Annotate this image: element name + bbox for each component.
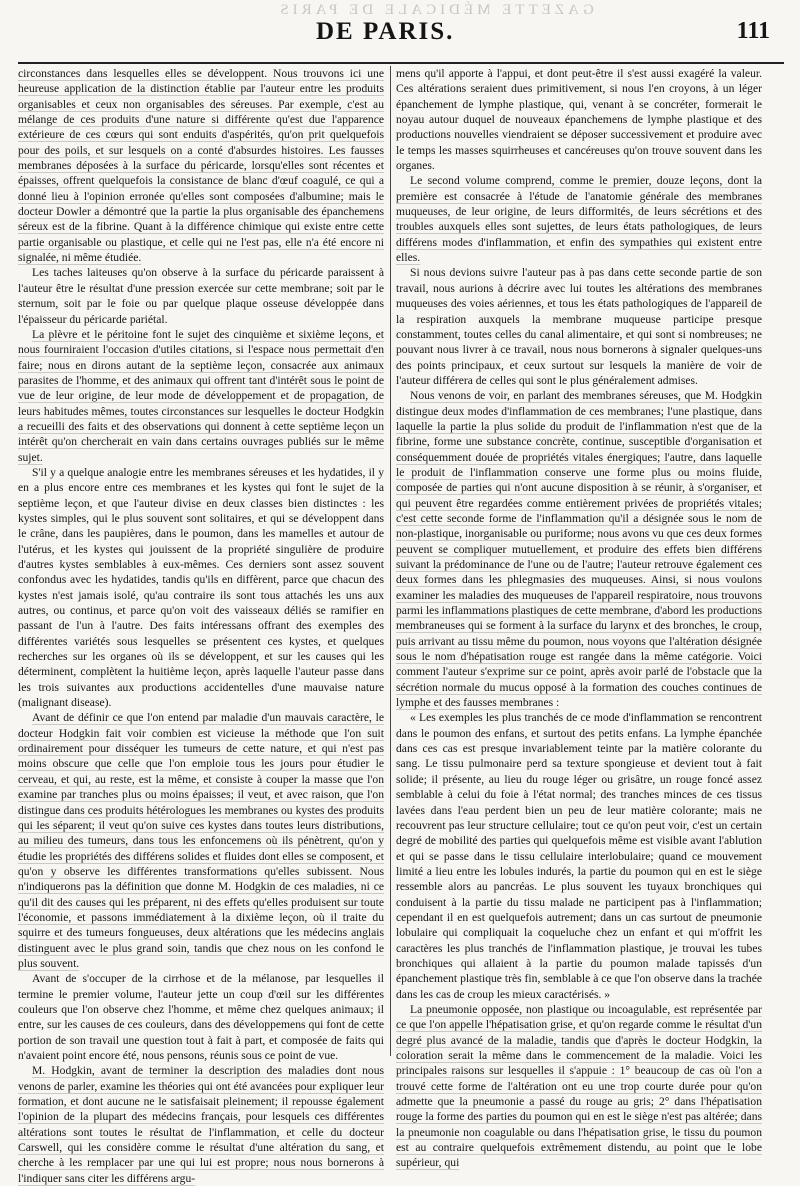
page-header — [16, 10, 786, 54]
paragraph: Si nous devions suivre l'auteur pas à pas dans cette seconde partie de son travail, nous aurions à décrire avec lui toutes les altérations des membranes muqueuses des voies aériennes, et tous les états pathologiques de l'appareil de la respiration auxquels la membrane muqueuse participe presque constamment, toutes celles du canal alimentaire, et qui sont si nombreuses; ne pouvant nous livrer à ce travail, nous nous bornerons à signaler quelques-uns des points principaux, et ceux surtout sur lesquels la manière de voir de l'auteur différera de celles qui sont le plus généralement admises. — [396, 266, 762, 387]
paragraph: La pneumonie opposée, non plastique ou incoagulable, est représentée par ce que l'on appelle l'hépatisation grise, et qu'on regarde comme le résultat d'un degré plus avancé de la maladie, tandis que d'après le docteur Hodgkin, la coloration serait la même dans le commencement de la maladie. Voici les principales raisons sur lesquelles il s'appuie : 1° beaucoup de cas où l'on a trouvé cette forme de l'altération ont eu une trop courte durée pour qu'on admette que la pneumonie a passé du rouge au gris; 2° dans l'hépatisation rouge la forme des parties du poumon qui en est le siège n'est pas altérée; dans la pneumonie non coagulable ou dans l'hépatisation grise, le tissu du poumon est au contraire quelquefois extrêmement distendu, au point que le lobe supérieur, qui — [396, 1002, 762, 1170]
paragraph: Les taches laiteuses qu'on observe à la surface du péricarde paraissent à l'auteur être le résultat d'une pression exercée sur cette membrane; soit par le sternum, soit par le foie ou par quelque plaque osseuse développée dans l'épaisseur du péricarde pariétal. — [18, 266, 384, 326]
paragraph: Nous venons de voir, en parlant des membranes séreuses, que M. Hodgkin distingue deux modes d'inflammation de ces membranes; l'une plastique, dans laquelle la partie la plus solide du produit de l'inflammation n'est que de la fibrine, forme une substance concrète, continue, susceptible d'organisation et conséquemment douée de propriétés vitales énergiques; l'autre, dans laquelle le produit de l'inflammation conserve une forme plus ou moins fluide, composée de parties qui n'ont aucune disposition à se réunir, à s'organiser, et qui peuvent être regardées comme entièrement privées de propriétés vitales; c'est cette seconde forme de l'inflammation qu'il a désignée sous le nom de non-plastique, inorganisable ou puriforme; nous avons vu que ces deux formes peuvent se compliquer mutuellement, et produire des effets bien différens suivant la prédominance de l'une ou de l'autre; l'auteur retrouve également ces deux formes dans les phlegmasies des muqueuses. Ainsi, si nous voulons examiner les maladies des muqueuses de l'appareil respiratoire, nous trouvons parmi les inflammations plastiques de cette membrane, d'abord les productions membraneuses qui se forment à la surface du larynx et des bronches, le croup, puis arrivant au tissu même du poumon, nous voyons que l'altération désignée sous le nom d'hépatisation rouge est rangée dans la même catégorie. Voici comment l'auteur s'exprime sur ce point, après avoir parlé de l'obstacle que la sécrétion normale du mucus opposé à la formation des couches continues de lymphe et des fausses membranes : — [396, 389, 762, 710]
paragraph: Le second volume comprend, comme le premier, douze leçons, dont la première est consacrée à l'étude de l'anatomie générale des membranes muqueuses, de leur origine, de leurs difformités, de leurs sécrétions et des troubles auxquels elles sont sujettes, de leurs états pathologiques, de leurs différens modes d'inflammation, et enfin des sympathies qui existent entre elles. — [396, 174, 762, 265]
quotation: « Les exemples les plus tranchés de ce mode d'inflammation se rencontrent dans le poumon des enfans, et surtout des petits enfans. La lymphe épanchée dans ces cas est presque invariablement teinte par la matière colorante du sang. Le tissu pulmonaire perd sa texture spongieuse et devient tout à fait solide; il présente, au lieu du rouge léger ou grisâtre, un rouge foncé assez semblable à celui du foie à l'état normal; des tranches minces de ces tissus lavées dans l'eau perdent bien un peu de leur matière colorante; mais ne recouvrent pas leur structure cellulaire; tout ce qu'on peut voir, c'est un certain degré de mobilité des parties qui quelquefois même est visible avant l'ablution et qui se passe dans le tissu cellulaire interlobulaire; quand ce mouvement limité a lieu entre les lobules indurés, la partie du poumon qui en est le siège ressemble alors au pancréas. Le plus souvent les tuyaux bronchiques qui conduisent à la partie du tissu malade ne participent pas à l'inflammation; cependant il en est quelquefois autrement; dans un cas surtout de pneumonie lobulaire qui compliquait la coqueluche chez un enfant et qui m'offrit les caractères les plus tranchés de l'inflammation plastique, je trouvai les tubes bronchiques qui allaient à la partie du poumon malade tapissés d'un épanchement plastique très fin, semblable à ce que l'on observe dans la trachée dans les cas de croup les mieux caractérisés. » — [396, 711, 762, 1001]
right-column — [396, 66, 762, 1170]
paragraph: circonstances dans lesquelles elles se développent. Nous trouvons ici une heureuse application de la distinction établie par l'auteur entre les produits organisables et ceux non organisables des séreuses. Par exemple, c'est au mélange de ces produits d'une nature si différente qu'est due l'apparence extérieure de ces cœurs qui sont enduits d'aspérités, qu'on prit quelquefois pour des poils, et sur lesquels on a conté d'absurdes histoires. Les fausses membranes déposées à la surface du péricarde, lorsqu'elles sont récentes et épaisses, offrent quelquefois la consistance de blanc d'œuf coagulé, ce qui a donné lieu à l'opinion erronée qu'elles sont composées d'albumine; mais le docteur Dowler a démontré que la partie la plus organisable des épanchemens séreux est de la fibrine. Quant à la différence chimique qui existe entre cette partie organisable ou plastique, et celle qui ne l'est pas, elle n'a été encore ni signalée, ni même étudiée. — [18, 67, 384, 265]
paragraph: La plèvre et le péritoine font le sujet des cinquième et sixième leçons, et nous fourniraient l'occasion d'utiles citations, si l'espace nous permettait d'en faire; nous en dirons autant de la septième leçon, consacrée aux animaux parasites de l'homme, et des animaux qui offrent tant d'intérêt sous le point de vue de leur origine, de leur mode de développement et de propagation, de leurs habitudes mêmes, toutes circonstances sur lesquelles le docteur Hodgkin a recueilli des faits et des observations qui donnent à cette septième leçon un intérêt qu'on chercherait en vain dans certains ouvrages publiés sur le même sujet. — [18, 327, 384, 464]
paragraph: mens qu'il apporte à l'appui, et dont peut-être il s'est aussi exagéré la valeur. Ces altérations seraient dues primitivement, si nous l'en croyons, à un léger épanchement de lymphe plastique, qui, venant à se concréter, formerait le noyau autour duquel de nouveaux épanchemens de lymphe plastique et des productions nouvelles viendraient se déposer successivement et produire avec le temps les masses squirrheuses et cancéreuses qu'on trouve souvent dans les organes. — [396, 67, 762, 173]
column-divider — [390, 66, 391, 1056]
paragraph: S'il y a quelque analogie entre les membranes séreuses et les hydatides, il y en a plus encore entre ces membranes et les kystes qui font le sujet de la septième leçon, et que l'auteur divise en deux classes bien distinctes : les kystes simples, qui le plus souvent sont solitaires, et qui se développent dans le crâne, dans les paupières, dans le poumon, dans les mamelles et autour de l'utérus, et les kystes qui jouissent de la propriété singulière de produire d'autres kystes semblables à eux-mêmes. Ces derniers sont assez souvent confondus avec les hydatides, tandis qu'ils en diffèrent, parce que chacun des kystes n'est jamais isolé, qu'au contraire ils sont tous attachés les uns aux autres, ou continus, et parce qu'on voit des vaisseaux déliés se ramifier en passant de l'un à l'autre. Des faits intéressans offrant des exemples des différentes variétés sous lesquelles se présentent ces kystes, et quelques recherches sur les organes où ils se développent, et sur les causes qui les déterminent, complètent la huitième leçon, après laquelle l'auteur passe dans les trois suivantes aux productions accidentelles d'une mauvaise nature (malignant disease). — [18, 465, 384, 710]
paragraph: Avant de s'occuper de la cirrhose et de la mélanose, par lesquelles il termine le premier volume, l'auteur jette un coup d'œil sur les différentes couleurs que l'on observe chez l'homme, et même chez quelques animaux; il entre, sur les causes de ces couleurs, dans des développemens qui font de cette portion de son travail une question tout à fait à part, et composée de faits qui n'avaient point encore été, nous pensons, réunis sous ce point de vue. — [18, 972, 384, 1062]
left-column — [18, 66, 384, 1185]
paragraph: M. Hodgkin, avant de terminer la description des maladies dont nous venons de parler, examine les théories qui ont été avancées pour expliquer leur formation, et dont aucune ne le satisfaisait pleinement; il repousse également l'opinion de la plupart des médecins français, pour lesquels ces différentes altérations sont toutes le résultat de l'inflammation, et celle du docteur Carswell, qui les considère comme le résultat d'une altération du sang, et cherche à les remplacer par une qui lui est propre; nous nous bornerons à l'indiquer sans citer les différens argu- — [18, 1064, 384, 1185]
running-title: DE PARIS. — [316, 18, 455, 45]
header-rule — [18, 62, 784, 64]
paragraph: Avant de définir ce que l'on entend par maladie d'un mauvais caractère, le docteur Hodgkin fait voir combien est vicieuse la méthode que l'on suit ordinairement pour disséquer les tumeurs de cette nature, et qui n'est pas moins obscure que celle que l'on emploie tous les jours pour étudier le cerveau, et qui, au reste, est la même, et consiste à couper la masse que l'on examine par tranches plus ou moins épaisses; il veut, et avec raison, que l'on distingue dans ces produits hétérologues les membranes ou kystes des produits qui les séparent; il veut qu'on suive ces kystes dans toutes leurs distributions, au milieu des tumeurs, dans tous les enfoncemens où ils pénètrent, qu'on y étudie les propriétés des différens solides et fluides dont elles se composent, et qu'on y observe les différentes transformations qu'elles subissent. Nous n'indiquerons pas la définition que donne M. Hodgkin de ces maladies, ni ce qu'il dit des causes qui les préparent, ni des effets qu'elles produisent sur toute l'économie, et passons immédiatement à la dixième leçon, où il traite du squirre et des tumeurs fongueuses, deux altérations que les médecins anglais distinguent avec le plus grand soin, tandis que chez nous on les confond le plus souvent. — [18, 711, 384, 970]
page-number: 111 — [736, 18, 770, 44]
bleed-through-masthead: GAZETTE MÉDICALE DE PARIS — [276, 2, 594, 18]
